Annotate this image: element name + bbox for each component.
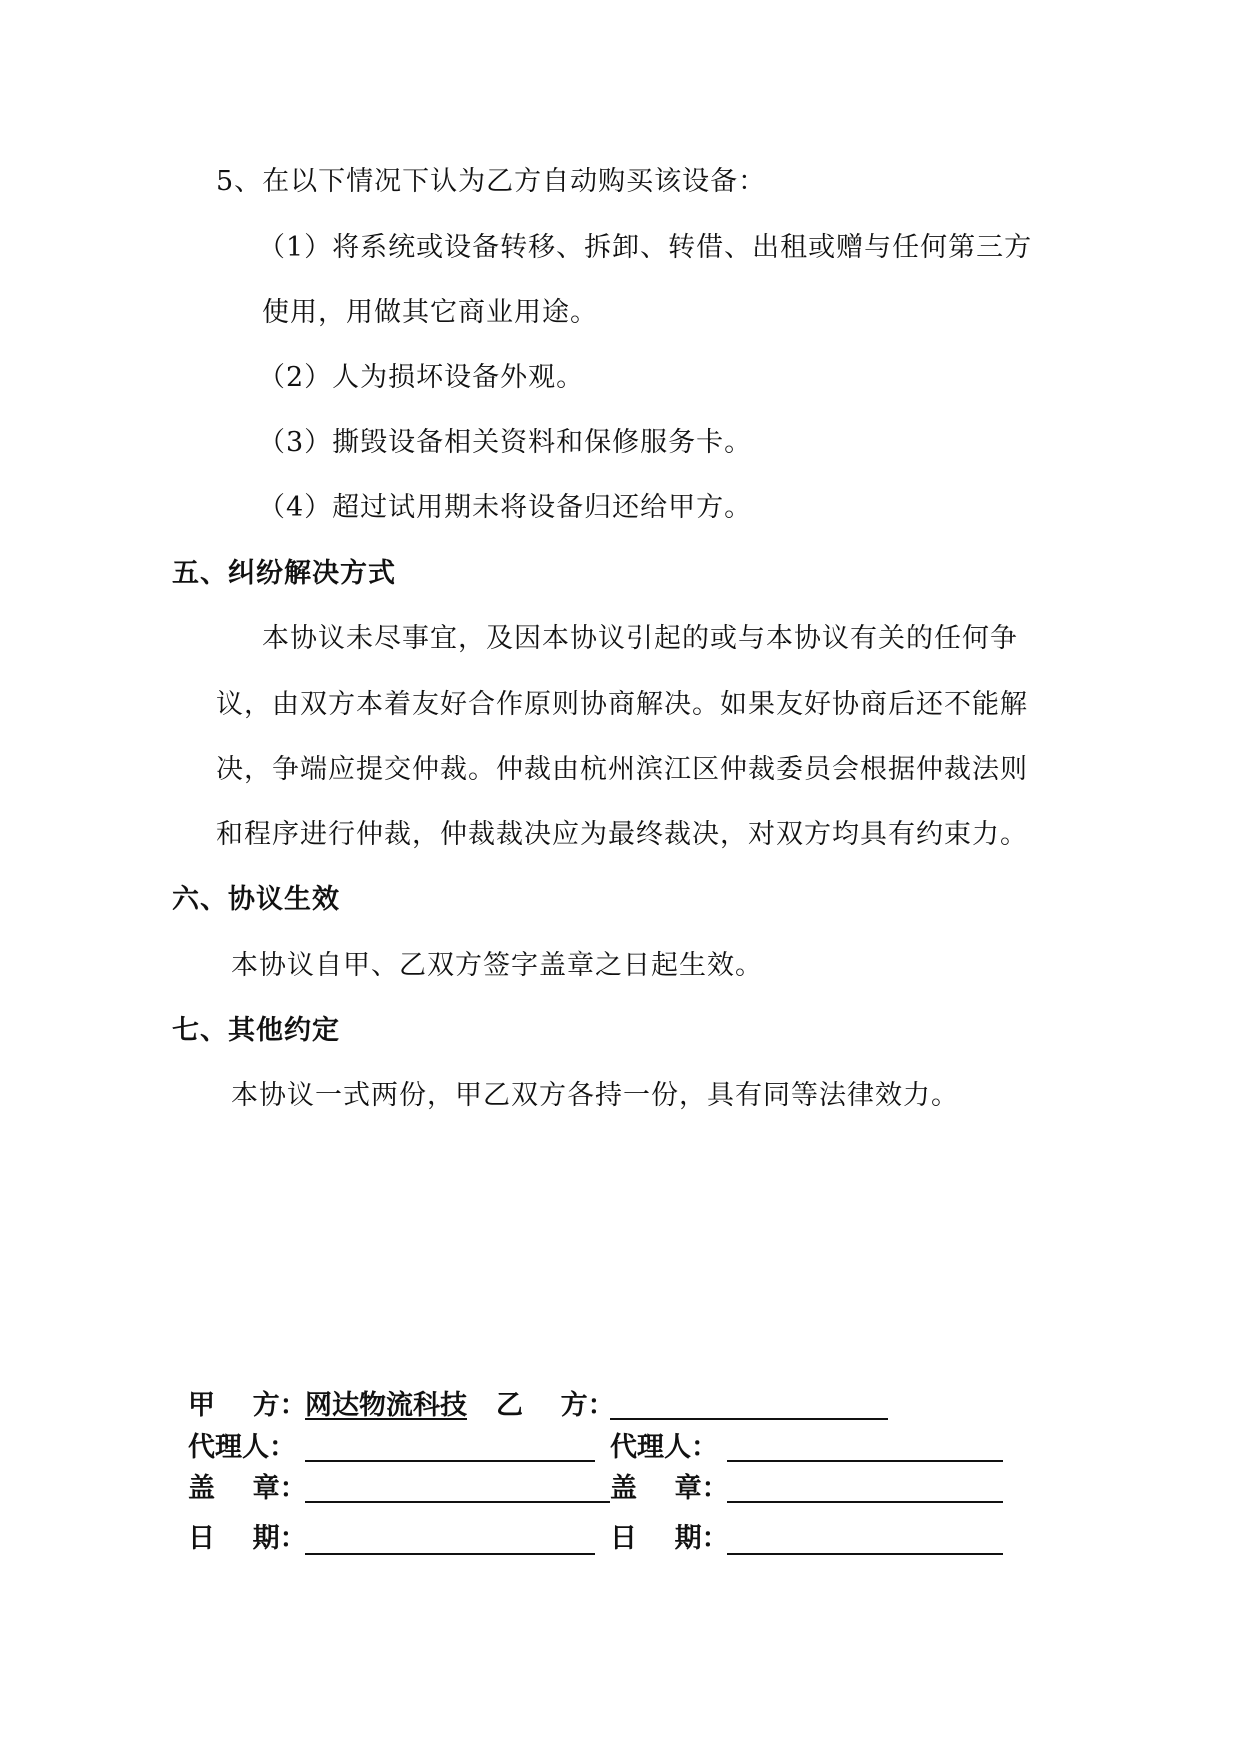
party-b-blank-line[interactable] (610, 1418, 888, 1420)
party-b-agent-blank-line[interactable] (727, 1460, 1003, 1462)
section-7-text: 本协议一式两份，甲乙双方各持一份，具有同等法律效力。 (231, 1080, 959, 1111)
party-b-agent-label: 代理人： (610, 1432, 718, 1463)
section-5-title: 五、纠纷解决方式 (172, 558, 396, 589)
party-a-date-blank-line[interactable] (305, 1553, 595, 1555)
party-b-seal-label: 盖 章： (610, 1473, 729, 1504)
clause-5-item-4: （4）超过试用期未将设备归还给甲方。 (258, 492, 753, 523)
party-b-date-blank-line[interactable] (727, 1553, 1003, 1555)
party-b-seal-blank-line[interactable] (727, 1501, 1003, 1503)
party-a-value: 网达物流科技 (305, 1390, 467, 1421)
party-a-date-label: 日 期： (188, 1523, 307, 1554)
section-5-line-1: 本协议未尽事宜，及因本协议引起的或与本协议有关的任何争 (262, 623, 1018, 654)
party-a-seal-label: 盖 章： (188, 1473, 307, 1504)
section-6-title: 六、协议生效 (172, 884, 340, 915)
party-a-agent-label: 代理人： (188, 1432, 296, 1463)
party-a-label: 甲 方： (188, 1390, 307, 1421)
section-5-line-3: 决，争端应提交仲裁。仲裁由杭州滨江区仲裁委员会根据仲裁法则 (216, 754, 1028, 785)
clause-5-item-2: （2）人为损坏设备外观。 (258, 362, 585, 393)
clause-5-intro: 5、在以下情况下认为乙方自动购买该设备： (216, 166, 767, 197)
clause-5-item-3: （3）撕毁设备相关资料和保修服务卡。 (258, 427, 753, 458)
party-a-seal-blank-line[interactable] (305, 1501, 610, 1503)
party-b-label: 乙 方： (496, 1390, 615, 1421)
section-5-line-2: 议，由双方本着友好合作原则协商解决。如果友好协商后还不能解 (216, 689, 1028, 720)
section-6-text: 本协议自甲、乙双方签字盖章之日起生效。 (231, 950, 763, 981)
party-b-date-label: 日 期： (610, 1523, 729, 1554)
party-a-agent-blank-line[interactable] (305, 1460, 595, 1462)
clause-5-item-1-cont: 使用，用做其它商业用途。 (262, 297, 598, 328)
clause-5-item-1: （1）将系统或设备转移、拆卸、转借、出租或赠与任何第三方 (258, 232, 1033, 263)
section-5-line-4: 和程序进行仲裁，仲裁裁决应为最终裁决，对双方均具有约束力。 (216, 819, 1028, 850)
section-7-title: 七、其他约定 (172, 1015, 340, 1046)
